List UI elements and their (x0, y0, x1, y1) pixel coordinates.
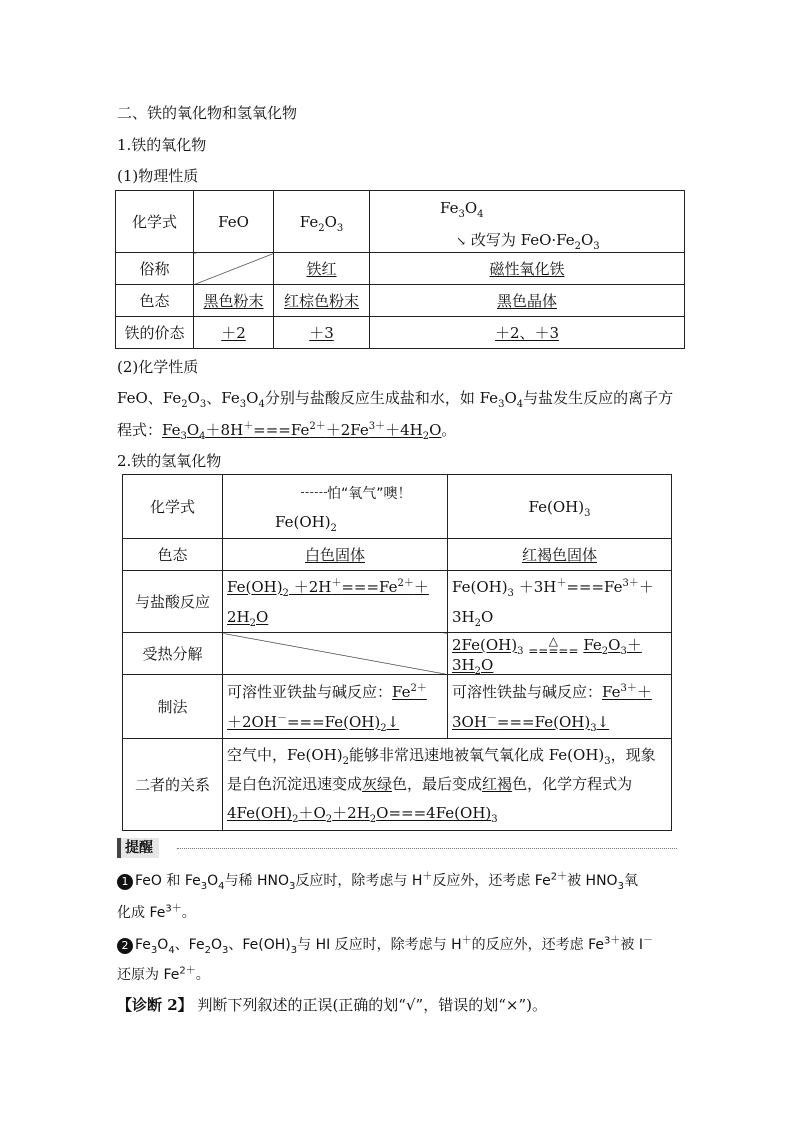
t2-r1-feoh2: 白色固体 (304, 546, 365, 564)
t1-r3-feo: ＋2 (221, 324, 246, 342)
arrow-icon: ↘ (456, 234, 467, 248)
t1-r1-label: 俗称 (116, 253, 194, 285)
t1-r1-feo-empty (194, 253, 274, 285)
tip-divider (177, 848, 677, 849)
tip-bar (117, 838, 677, 858)
t2-r3-feoh3: $2Fe(OH)_3$ △ ===== $Fe_2O_3+3H_2O$ (448, 633, 672, 675)
t2-r5-label: 二者的关系 (123, 739, 223, 831)
hydroxides-table (122, 474, 672, 831)
paragraph-line1: FeO、$Fe_2O_3$、$Fe_3O_4$分别与盐酸反应生成盐和水，如 $Fe_3O_4$与盐发生反应的离子方 (117, 389, 674, 410)
t1-r2-label: 色态 (116, 285, 194, 317)
t1-header-fe3o4: $Fe_3O_4$ ↘ 改写为 $FeO\cdot Fe_2O_3$ (370, 191, 685, 253)
tip1-number: 1 (117, 874, 133, 890)
t2-header-label: 化学式 (123, 475, 223, 539)
t1-r3-label: 铁的价态 (116, 317, 194, 349)
dashed-arrow-icon (301, 492, 327, 493)
tip1-line1: 1 FeO 和 $Fe_3O_4$与稀 $HNO_3$反应时，除考虑与 H＋反应外，还考虑 $Fe^{2+}$被 $HNO_3$氧 (117, 870, 638, 890)
t1-r2-feo: 黑色粉末 (203, 292, 264, 310)
t1-r1-fe3o4: 磁性氧化铁 (489, 260, 565, 278)
t2-header-feoh2: 怕“氧气”噢！ $Fe(OH)_2$ (223, 475, 448, 539)
diagnosis-title: 【诊断 2】 (117, 996, 193, 1014)
diagnosis-line (117, 994, 547, 1015)
t1-header-label: 化学式 (116, 191, 194, 253)
t1-r3-fe2o3: ＋3 (309, 324, 334, 342)
oxygen-warning: 怕“氧气”噢！ (327, 486, 412, 502)
t1-r2-fe3o4: 黑色晶体 (496, 292, 557, 310)
t1-r3-fe3o4: ＋2、＋3 (494, 324, 560, 342)
t2-r4-feoh2: 可溶性亚铁盐与碱反应：$Fe^{2+}$ $+2OH^-===Fe(OH)_2↓$ (223, 675, 448, 739)
t2-r4-label: 制法 (123, 675, 223, 739)
subheading-chemical: (2)化学性质 (117, 358, 199, 376)
section-title: 二、铁的氧化物和氢氧化物 (117, 104, 298, 122)
t2-r1-feoh3: 红褐色固体 (521, 546, 597, 564)
t1-header-feo: FeO (194, 191, 274, 253)
subheading-physical: (1)物理性质 (117, 167, 199, 185)
tip2-line2: 还原为 $Fe^{2+}$。 (117, 965, 210, 983)
t2-r2-feoh2: $Fe(OH)_2 +2H^+===Fe^{2+}+$ $2H_2O$ (223, 571, 448, 633)
t2-r3-label: 受热分解 (123, 633, 223, 675)
t1-r2-fe2o3: 红棕色粉末 (283, 292, 359, 310)
para1-prefix: 程式： (117, 421, 163, 439)
t2-r1-label: 色态 (123, 539, 223, 571)
t1-r1-fe2o3: 铁红 (306, 260, 337, 278)
t2-r3-feoh2-empty (223, 633, 448, 675)
subheading-oxides: 1.铁的氧化物 (117, 136, 207, 154)
t2-r5-relation: 空气中，$Fe(OH)_2$能够非常迅速地被氧气氧化成 $Fe(OH)_3$，现象 是白色沉淀迅速变成灰绿色，最后变成红褐色，化学方程式为 $4Fe(OH)_2+O_2+2H_2O===4Fe(OH)_3$ (223, 739, 672, 831)
diagnosis-text: 判断下列叙述的正误(正确的划“√”，错误的划“×”)。 (197, 996, 547, 1014)
paragraph-line2: 程式：$Fe_3O_4+8H^+===Fe^{2+}+2Fe^{3+}+4H_2O$。 (117, 421, 457, 442)
oxides-table (115, 190, 685, 349)
t2-r2-label: 与盐酸反应 (123, 571, 223, 633)
t2-header-feoh3: $Fe(OH)_3$ (448, 475, 672, 539)
t1-header-fe2o3: $Fe_2O_3$ (274, 191, 370, 253)
t2-r4-feoh3: 可溶性铁盐与碱反应：$Fe^{3+}+$ $3OH^-===Fe(OH)_3↓$ (448, 675, 672, 739)
ionic-equation: $Fe_3O_4+8H^+===Fe^{2+}+2Fe^{3+}+4H_2O$ (162, 421, 442, 442)
subheading-hydroxides: 2.铁的氢氧化物 (117, 452, 222, 470)
t2-r2-feoh3: $Fe(OH)_3 +3H^+===Fe^{3+}+$ $3H_2O$ (448, 571, 672, 633)
tip2-number: 2 (117, 938, 133, 954)
tip1-line2: 化成 $Fe^{3+}$。 (117, 903, 196, 921)
tip2-line1: 2 $Fe_3O_4$、$Fe_2O_3$、$Fe(OH)_3$与 HI 反应时，除考虑与 H＋的反应外，还考虑 $Fe^{3+}$被 I－ (117, 934, 653, 954)
tip-label: 提醒 (117, 838, 159, 858)
